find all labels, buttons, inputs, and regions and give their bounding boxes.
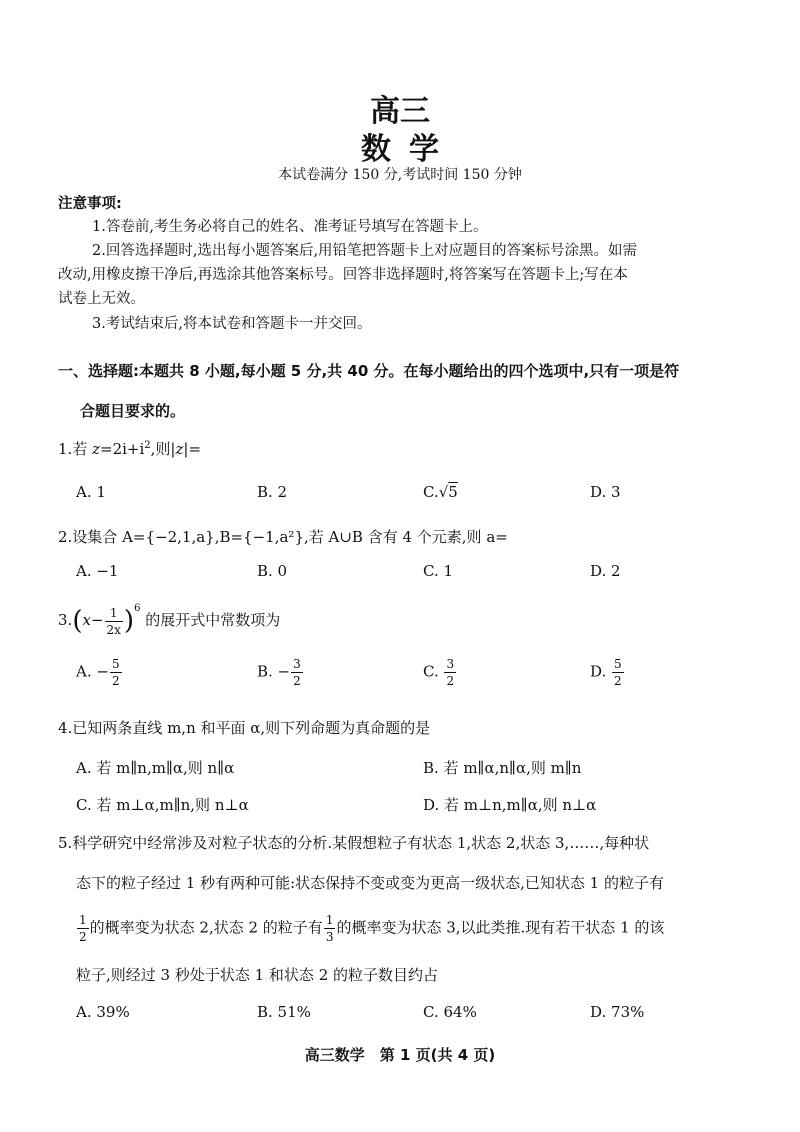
grade-title: 高三 — [370, 94, 430, 129]
notice-item-2-line-3: 试卷上无效。 — [58, 291, 145, 307]
notice-heading: 注意事项: — [58, 196, 122, 212]
notice-item-2-line-2: 改动,用橡皮擦干净后,再选涂其他答案标号。回答非选择题时,将答案写在答题卡上;写在本 — [58, 267, 628, 283]
notice-item-1: 1.答卷前,考生务必将自己的姓名、准考证号填写在答题卡上。 — [92, 219, 488, 235]
section-1-heading-cont: 合题目要求的。 — [80, 402, 186, 420]
q5-option-d: D. 73% — [590, 1003, 645, 1021]
notice-item-2-line-1: 2.回答选择题时,选出每小题答案后,用铅笔把答题卡上对应题目的答案标号涂黑。如需 — [92, 243, 638, 259]
q3-option-c: C. $\frac{3}{2}$ — [423, 657, 455, 688]
q1-option-c: C.√5 — [423, 483, 458, 501]
q2-option-b: B. 0 — [257, 562, 288, 580]
q4-option-b: B. 若 m∥α,n∥α,则 m∥n — [423, 759, 582, 777]
page-footer: 高三数学 第 1 页(共 4 页) — [304, 1046, 496, 1064]
q5-option-c: C. 64% — [423, 1003, 477, 1021]
question-5-line-4: 粒子,则经过 3 秒处于状态 1 和状态 2 的粒子数目约占 — [76, 966, 439, 984]
q1-option-a: A. 1 — [76, 483, 106, 501]
question-3: 3.(x− $\frac{1}{2x}$ )$^6$ 的展开式中常数项为 — [58, 603, 281, 637]
q2-option-a: A. −1 — [76, 562, 119, 580]
subject-title: 数学 — [361, 132, 457, 167]
exam-info: 本试卷满分 150 分,考试时间 150 分钟 — [278, 167, 522, 183]
q5-option-a: A. 39% — [76, 1003, 130, 1021]
question-4: 4.已知两条直线 m,n 和平面 α,则下列命题为真命题的是 — [58, 719, 431, 737]
q1-option-b: B. 2 — [257, 483, 288, 501]
q3-option-d: D. $\frac{5}{2}$ — [590, 657, 622, 688]
question-2: 2.设集合 A={−2,1,a},B={−1,a²},若 A∪B 含有 4 个元素,则 a= — [58, 528, 508, 546]
q3-option-a: A. − $\frac{5}{2}$ — [76, 657, 120, 688]
notice-item-3: 3.考试结束后,将本试卷和答题卡一并交回。 — [92, 316, 372, 332]
q1-option-d: D. 3 — [590, 483, 621, 501]
q5-option-b: B. 51% — [257, 1003, 311, 1021]
question-5-line-1: 5.科学研究中经常涉及对粒子状态的分析.某假想粒子有状态 1,状态 2,状态 3,……,每种状 — [58, 834, 650, 852]
q3-option-b: B. − $\frac{3}{2}$ — [257, 657, 301, 688]
question-1: 1.若 $z=2i+i^2$,则|z|= — [58, 440, 202, 458]
q4-option-a: A. 若 m∥n,m∥α,则 n∥α — [76, 759, 235, 777]
question-5-line-3: $\frac{1}{2}$ 的概率变为状态 2,状态 2 的粒子有 $\frac{1}{3}$ 的概率变为状态 3,以此类推.现有若干状态 1 的该 — [79, 913, 665, 944]
q4-option-c: C. 若 m⊥α,m∥n,则 n⊥α — [76, 796, 249, 814]
question-5-line-2: 态下的粒子经过 1 秒有两种可能:状态保持不变或变为更高一级状态,已知状态 1 的粒子有 — [76, 874, 664, 892]
q5-fraction-third: $\frac{1}{3}$ — [325, 913, 334, 944]
q4-option-d: D. 若 m⊥n,m∥α,则 n⊥α — [423, 796, 597, 814]
q2-option-d: D. 2 — [590, 562, 621, 580]
section-1-heading: 一、选择题:本题共 8 小题,每小题 5 分,共 40 分。在每小题给出的四个选项中,只有一项是符 — [58, 362, 680, 380]
q5-fraction-half: $\frac{1}{2}$ — [79, 913, 87, 944]
q2-option-c: C. 1 — [423, 562, 454, 580]
q3-fraction: $\frac{1}{2x}$ — [106, 605, 121, 637]
